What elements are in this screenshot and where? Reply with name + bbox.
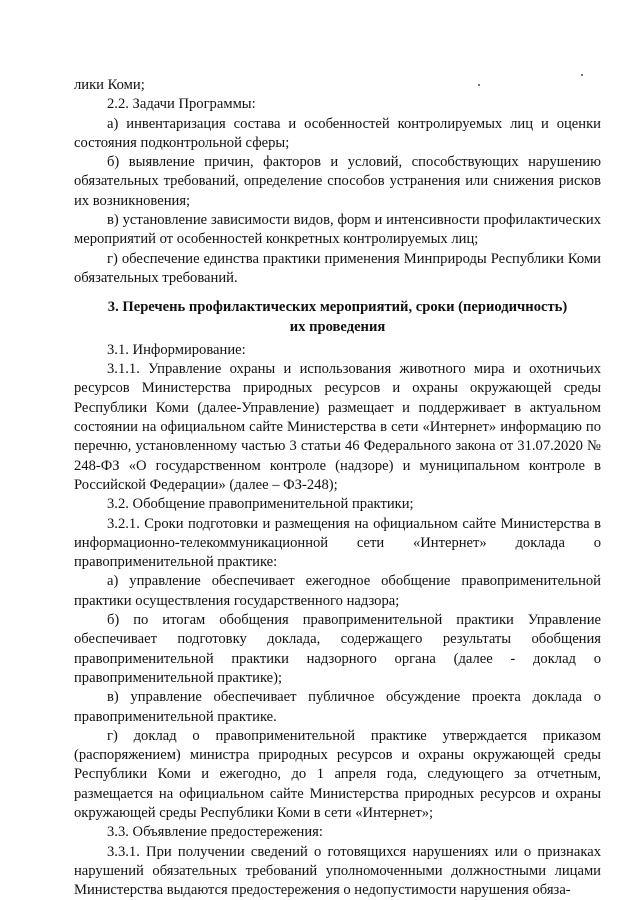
paragraph: в) установление зависимости видов, форм и интенсивности профилактических мероприятий от особенностей конкретных контролируемых лиц; (74, 212, 601, 248)
paragraph: лики Коми; (74, 77, 145, 93)
paragraph: а) управление обеспечивает ежегодное обобщение правоприменительной практики осуществления государственного надзора; (74, 573, 601, 609)
section-heading: 3. Перечень профилактических мероприятий, сроки (периодичность) их проведения (107, 299, 568, 335)
paragraph: в) управление обеспечивает публичное обсуждение проекта доклада о правоприменительной практике. (74, 689, 601, 725)
paragraph: 3.3.1. При получении сведений о готовящихся нарушениях или о признаках нарушений обязательных требований уполномоченными должностными лицами Министерства выдаются предостережения о недопустимости нарушения обяза- (74, 843, 601, 899)
paragraph: г) обеспечение единства практики применения Минприроды Республики Коми обязательных требований. (74, 250, 601, 286)
scan-speck (478, 84, 480, 86)
paragraph: 3.2. Обобщение правоприменительной практики; (107, 496, 414, 513)
scan-speck (581, 74, 583, 76)
paragraph: 3.1.1. Управление охраны и использования животного мира и охотничьих ресурсов Министерства природных ресурсов и охраны окружающей среды Республики Коми (далее-Управление) размещает и поддерживает в актуальном состоянии на официальном сайте Министерства в сети «Интернет» информацию по перечню, установленному частью 3 статьи 46 Федерального закона от 31.07.2020 № 248-ФЗ «О государственном контроле (надзоре) и муниципальном контроле в Российской Федерации» (далее – ФЗ-248); (74, 361, 601, 493)
paragraph: г) доклад о правоприменительной практике утверждается приказом (распоряжением) министра природных ресурсов и охраны окружающей среды Республики Коми и ежегодно, до 1 апреля года, следующего за отчетным, размещается на официальном сайте Министерства природных ресурсов и охраны окружающей среды Республики Коми в сети «Интернет»; (74, 727, 601, 821)
paragraph: 3.1. Информирование: (107, 341, 246, 358)
paragraph: б) по итогам обобщения правоприменительной практики Управление обеспечивает подготовку доклада, содержащего результаты обобщения правоприменительной практики надзорного органа (далее - доклад о правоприменительной практике); (74, 612, 601, 686)
paragraph: б) выявление причин, факторов и условий, способствующих нарушению обязательных требований, определение способов устранения или снижения рисков их возникновения; (74, 154, 601, 209)
paragraph: 3.3. Объявление предостережения: (107, 824, 323, 841)
paragraph: 2.2. Задачи Программы: (107, 96, 256, 113)
paragraph: а) инвентаризация состава и особенностей контролируемых лиц и оценки состояния подконтрольной сферы; (74, 115, 601, 151)
paragraph: 3.2.1. Сроки подготовки и размещения на официальном сайте Министерства в информационно-телекоммуникационной сети «Интернет» доклада о правоприменительной практике: (74, 515, 601, 571)
